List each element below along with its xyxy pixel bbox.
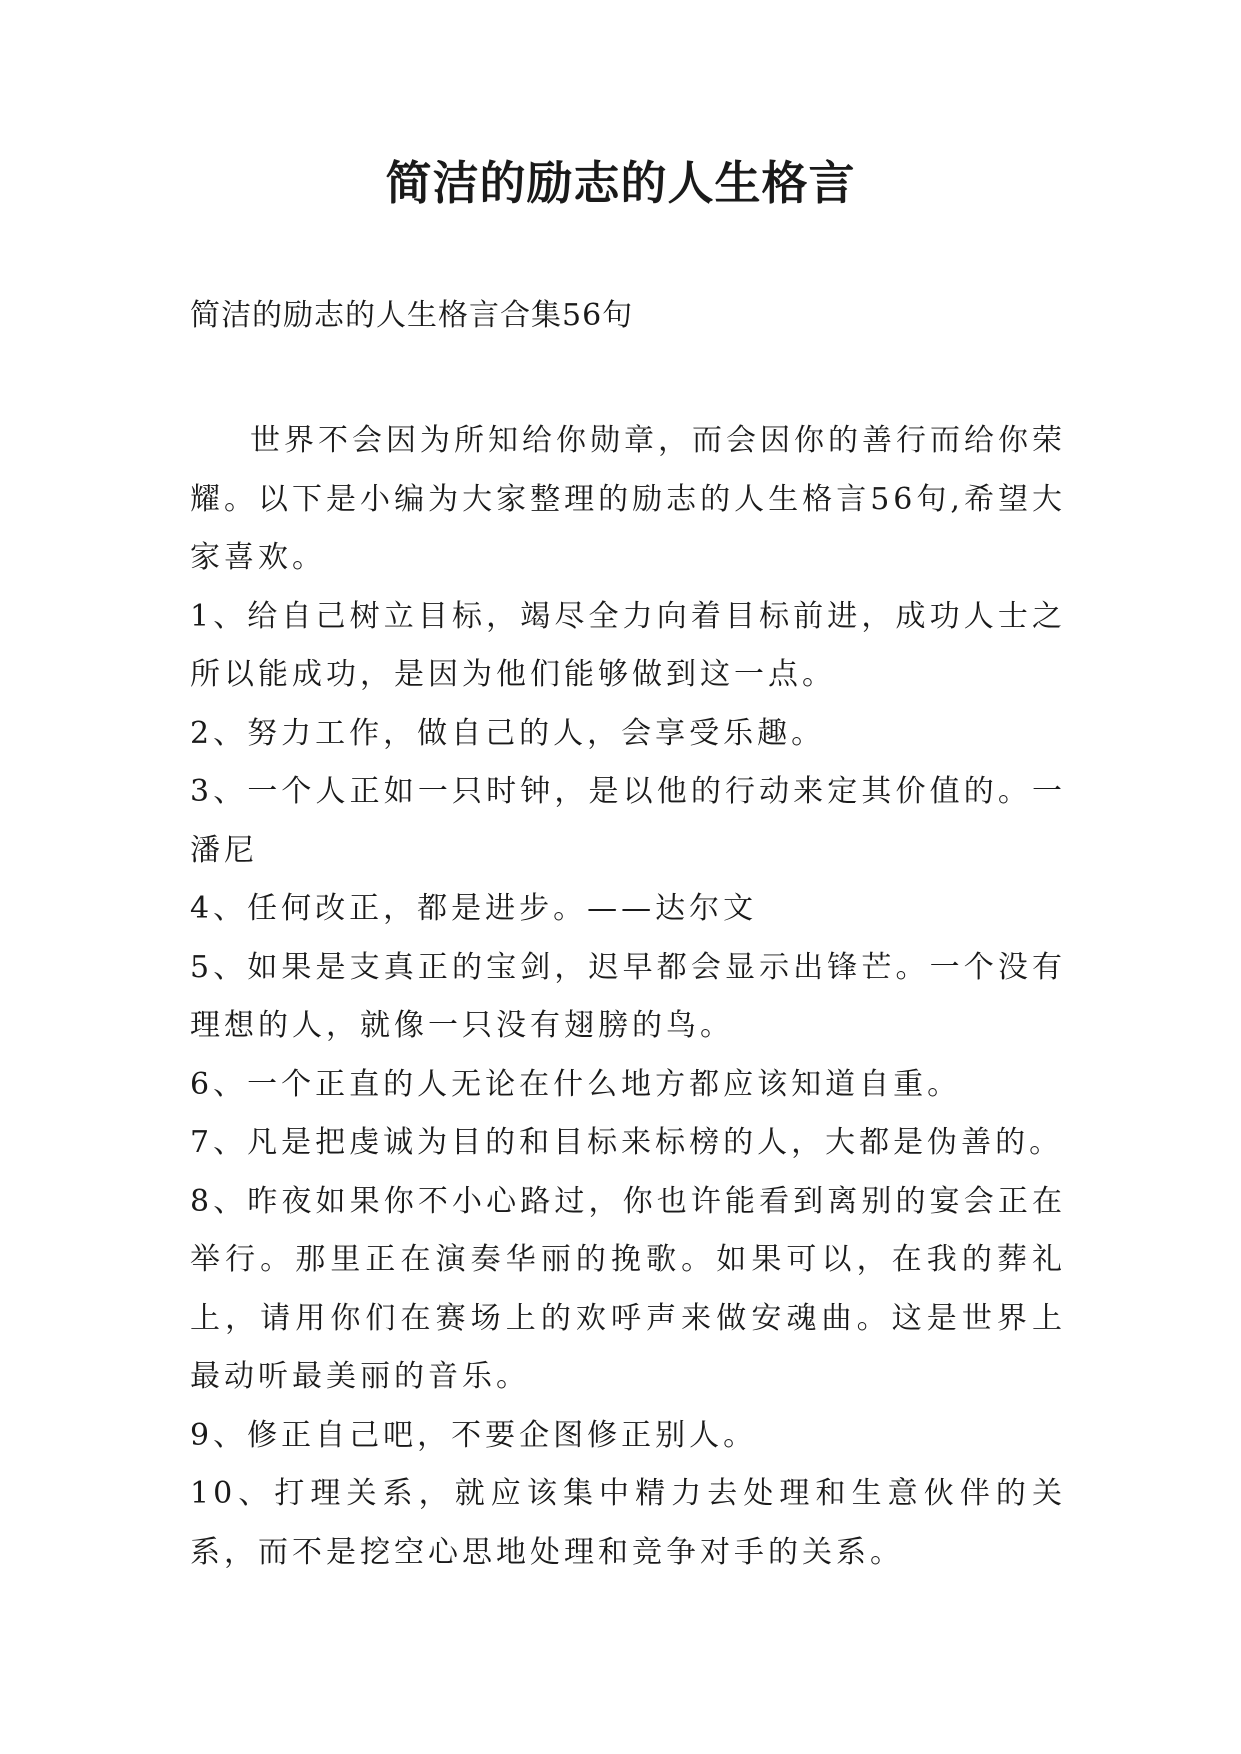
intro-paragraph: 世界不会因为所知给你勋章，而会因你的善行而给你荣耀。以下是小编为大家整理的励志的人生格言56句,希望大家喜欢。 <box>190 423 1066 575</box>
list-item: 1、给自己树立目标，竭尽全力向着目标前进，成功人士之所以能成功，是因为他们能够做到这一点。 <box>190 598 1066 692</box>
document-title: 简洁的励志的人生格言 <box>385 156 856 210</box>
document-subtitle: 简洁的励志的人生格言合集56句 <box>190 298 634 333</box>
list-item: 5、如果是支真正的宝剑，迟早都会显示出锋芒。一个没有理想的人，就像一只没有翅膀的鸟。 <box>190 949 1066 1043</box>
list-item: 8、昨夜如果你不小心路过，你也许能看到离别的宴会正在举行。那里正在演奏华丽的挽歌。如果可以，在我的葬礼上，请用你们在赛场上的欢呼声来做安魂曲。这是世界上最动听最美丽的音乐。 <box>190 1183 1066 1394</box>
list-item: 7、凡是把虔诚为目的和目标来标榜的人，大都是伪善的。 <box>190 1125 1064 1160</box>
list-item: 4、任何改正，都是进步。——达尔文 <box>190 891 758 926</box>
list-item: 2、努力工作，做自己的人，会享受乐趣。 <box>190 715 826 751</box>
list-item: 6、一个正直的人无论在什么地方都应该知道自重。 <box>190 1066 962 1102</box>
document-body <box>190 412 1066 1582</box>
list-item: 10、打理关系，就应该集中精力去处理和生意伙伴的关系，而不是挖空心思地处理和竞争对手的关系。 <box>190 1476 1066 1570</box>
list-item: 9、修正自己吧，不要企图修正别人。 <box>190 1417 758 1453</box>
list-item: 3、一个人正如一只时钟，是以他的行动来定其价值的。一潘尼 <box>190 774 1066 868</box>
